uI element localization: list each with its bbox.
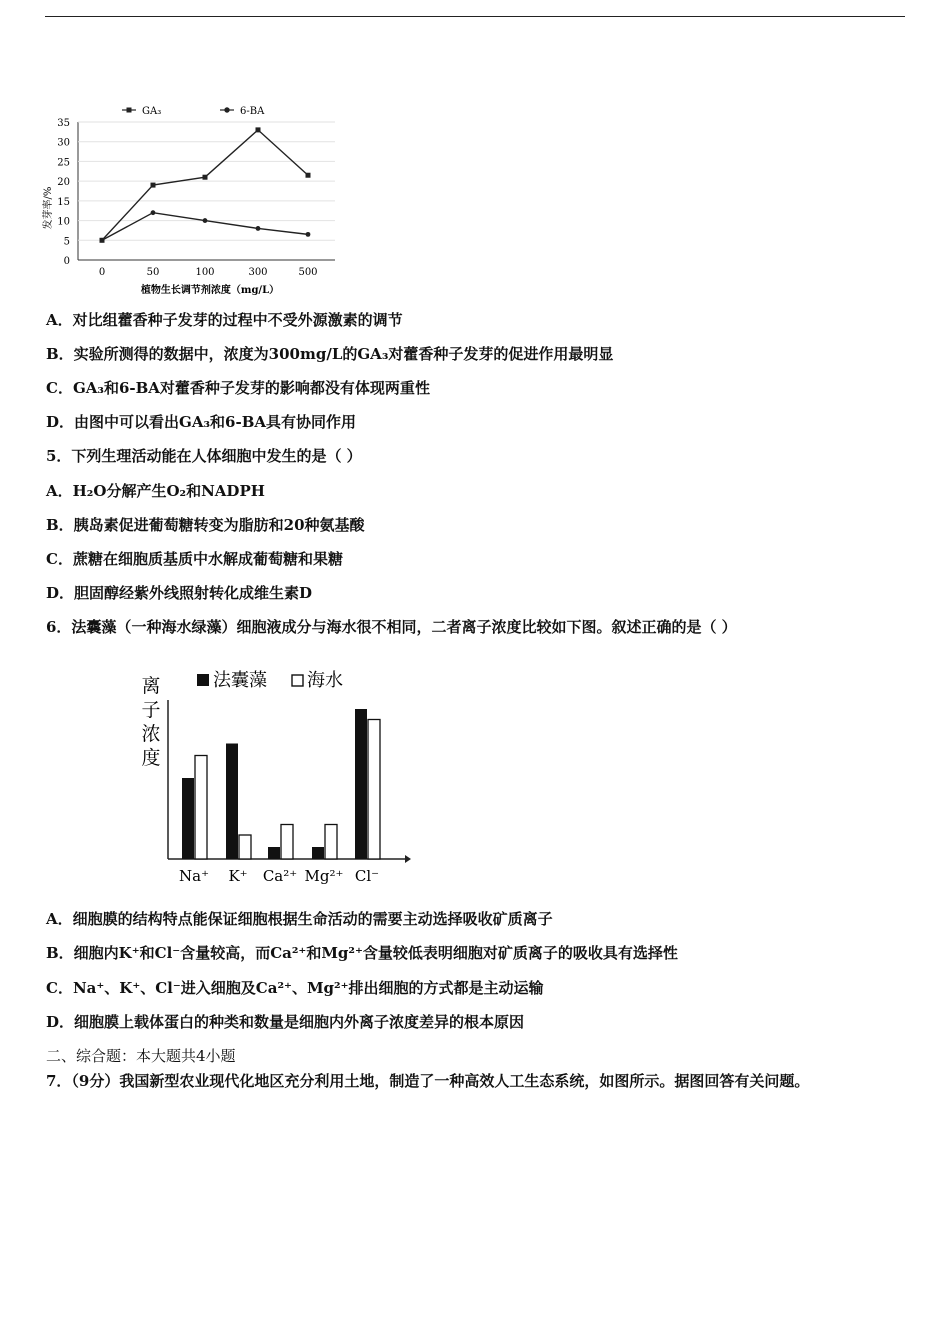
x-tick-label: 500 bbox=[298, 267, 318, 278]
y-tick-label: 25 bbox=[57, 157, 70, 169]
q4-option-a: A．对比组藿香种子发芽的过程中不受外源激素的调节 bbox=[46, 311, 403, 329]
x-axis-label: 植物生长调节剂浓度（mg/L） bbox=[140, 285, 280, 296]
data-point bbox=[151, 210, 156, 215]
y-tick-label: 0 bbox=[63, 256, 70, 267]
series-line bbox=[102, 213, 308, 241]
x-axis-arrow bbox=[405, 855, 411, 863]
bar-algae bbox=[226, 744, 238, 860]
x-tick-label: Ca²⁺ bbox=[262, 867, 298, 885]
bar-seawater bbox=[368, 720, 380, 860]
q4-option-c: C．GA₃和6-BA对藿香种子发芽的影响都没有体现两重性 bbox=[46, 379, 430, 397]
q4-option-d: D．由图中可以看出GA₃和6-BA具有协同作用 bbox=[46, 413, 357, 431]
bar-seawater bbox=[195, 756, 207, 860]
q6-stem: 6．法囊藻（一种海水绿藻）细胞液成分与海水很不相同，二者离子浓度比较如下图。叙述正确的是（ ） bbox=[46, 618, 737, 636]
data-point bbox=[256, 127, 261, 132]
germination-line-chart bbox=[40, 100, 400, 300]
x-tick-label: 0 bbox=[98, 267, 106, 278]
q5-stem: 5．下列生理活动能在人体细胞中发生的是（ ） bbox=[46, 447, 362, 465]
chart-legend bbox=[122, 106, 265, 117]
x-tick-label: 50 bbox=[146, 267, 160, 278]
q5-option-a: A．H₂O分解产生O₂和NADPH bbox=[46, 482, 265, 500]
data-point bbox=[203, 218, 208, 223]
bar-seawater bbox=[281, 825, 293, 860]
data-point bbox=[100, 238, 105, 243]
y-axis-label: 离子浓度 bbox=[141, 675, 161, 769]
section-2-heading: 二、综合题：本大题共4小题 bbox=[46, 1047, 236, 1065]
legend-seawater: 海水 bbox=[307, 670, 343, 691]
ion-concentration-bar-chart bbox=[135, 660, 425, 890]
header-rule bbox=[45, 16, 905, 17]
q6-option-c: C．Na⁺、K⁺、Cl⁻进入细胞及Ca²⁺、Mg²⁺排出细胞的方式都是主动运输 bbox=[46, 979, 544, 997]
x-tick-label: 300 bbox=[248, 267, 268, 278]
bar-algae bbox=[268, 847, 280, 859]
q6-option-b: B．细胞内K⁺和Cl⁻含量较高，而Ca²⁺和Mg²⁺含量较低表明细胞对矿质离子的吸收具有选择性 bbox=[46, 944, 678, 962]
legend-algae: 法囊藻 bbox=[213, 670, 267, 691]
y-tick-label: 10 bbox=[57, 216, 70, 228]
q6-option-a: A．细胞膜的结构特点能保证细胞根据生命活动的需要主动选择吸收矿质离子 bbox=[46, 910, 553, 928]
y-axis-label: 发芽率/% bbox=[43, 186, 54, 230]
y-tick-label: 5 bbox=[63, 236, 70, 248]
q5-option-c: C．蔗糖在细胞质基质中水解成葡萄糖和果糖 bbox=[46, 550, 343, 568]
bar-algae bbox=[355, 709, 367, 859]
x-tick-label: K⁺ bbox=[228, 867, 248, 885]
q4-option-b: B．实验所测得的数据中，浓度为300mg/L的GA₃对藿香种子发芽的促进作用最明显 bbox=[46, 345, 614, 363]
legend-6ba: 6-BA bbox=[240, 106, 265, 117]
q5-option-b: B．胰岛素促进葡萄糖转变为脂肪和20种氨基酸 bbox=[46, 516, 365, 534]
bar-seawater bbox=[239, 835, 251, 859]
q7-stem: 7．（9分）我国新型农业现代化地区充分利用土地，制造了一种高效人工生态系统，如图所示。据图回答有关问题。 bbox=[46, 1072, 810, 1090]
y-tick-label: 30 bbox=[57, 137, 70, 149]
legend-ga3: GA₃ bbox=[142, 106, 162, 117]
y-tick-label: 20 bbox=[57, 177, 70, 189]
data-point bbox=[306, 232, 311, 237]
data-point bbox=[306, 173, 311, 178]
y-tick-label: 15 bbox=[57, 196, 70, 208]
y-tick-label: 35 bbox=[57, 118, 70, 129]
x-tick-label: Mg²⁺ bbox=[304, 867, 344, 885]
bar-seawater bbox=[325, 825, 337, 860]
bar-algae bbox=[312, 847, 324, 859]
x-tick-label: 100 bbox=[195, 267, 215, 278]
q6-option-d: D．细胞膜上载体蛋白的种类和数量是细胞内外离子浓度差异的根本原因 bbox=[46, 1013, 525, 1031]
data-point bbox=[203, 175, 208, 180]
bar-algae bbox=[182, 778, 194, 859]
x-tick-label: Cl⁻ bbox=[354, 867, 380, 885]
x-tick-label: Na⁺ bbox=[179, 867, 209, 885]
q5-option-d: D．胆固醇经紫外线照射转化成维生素D bbox=[46, 584, 313, 602]
data-point bbox=[256, 226, 261, 231]
data-point bbox=[151, 183, 156, 188]
